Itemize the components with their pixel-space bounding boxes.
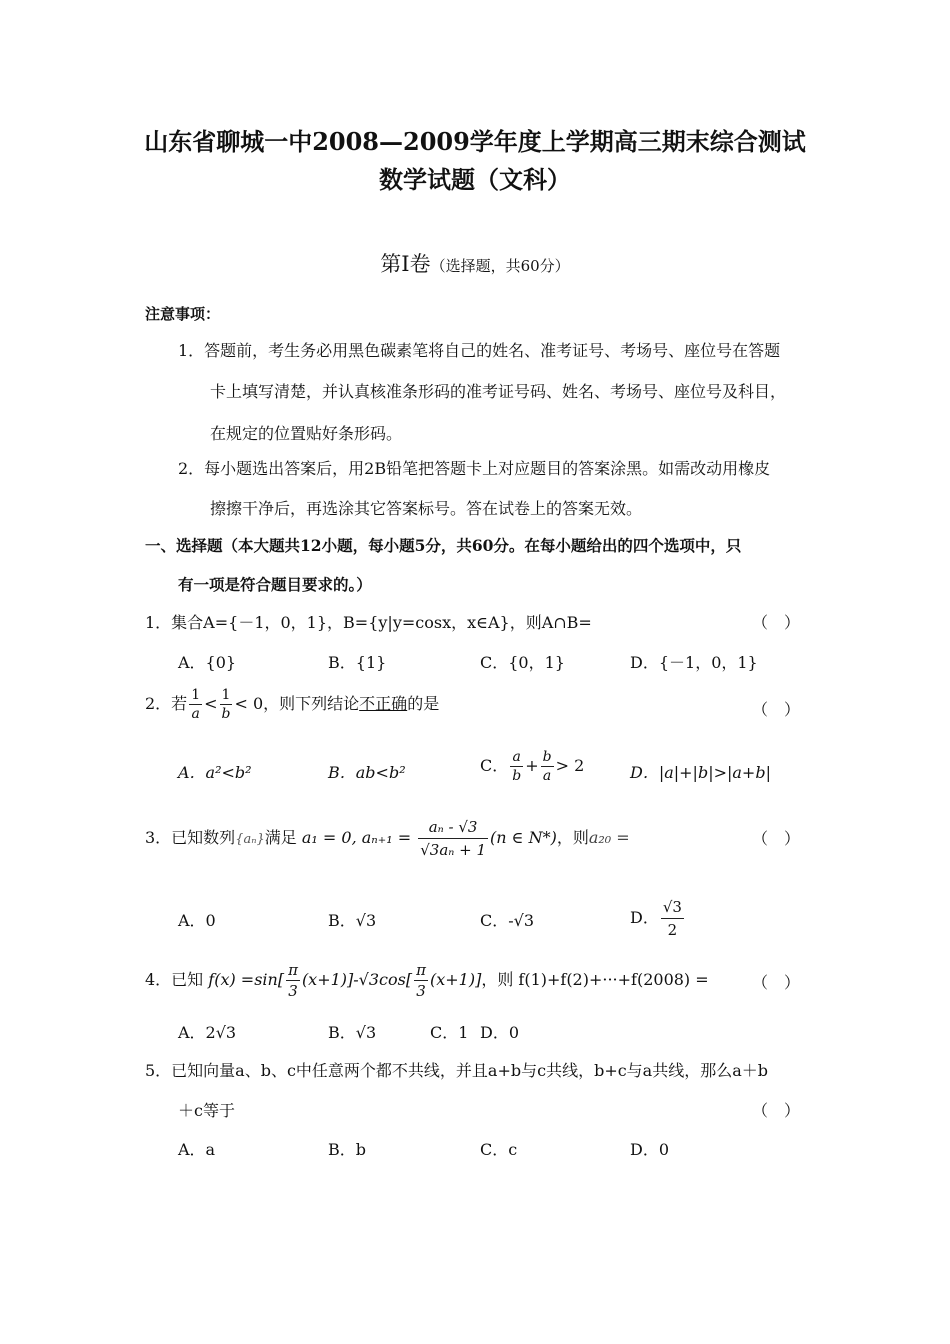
- q4-fx: f(x) =sin[: [208, 970, 285, 989]
- q2-frac-1-over-a: [189, 686, 202, 723]
- q1-option-c: C．{0，1}: [480, 653, 565, 672]
- q2-c-frac1-num: a: [510, 748, 523, 767]
- q2-stem: [145, 686, 439, 723]
- title-line-2: 数学试题（文科）: [379, 165, 571, 194]
- q2-underlined: 不正确: [359, 694, 408, 713]
- q3-mid: 满足: [264, 828, 297, 847]
- q4-ask: ，则 f(1)+f(2)+···+f(2008) =: [481, 970, 709, 989]
- notice-heading: 注意事项：: [145, 305, 221, 323]
- q3-frac-num: aₙ - √3: [418, 816, 488, 839]
- q3-d-fraction: [661, 896, 684, 941]
- q3-domain: (n ∈ N*): [490, 828, 557, 847]
- q3-option-d: [630, 896, 686, 941]
- title-line-1: 山东省聊城一中2008—2009学年度上学期高三期末综合测试: [144, 127, 806, 156]
- q5-stem-line2: ＋c等于: [178, 1101, 235, 1120]
- q5-option-d: D．0: [630, 1140, 670, 1159]
- q2-lt0: < 0: [234, 694, 264, 713]
- q4-option-d: D．0: [480, 1023, 520, 1042]
- part1-line1: 一、选择题（本大题共12小题，每小题5分，共60分。在每小题给出的四个选项中，只: [145, 536, 742, 555]
- q3-cond: a₁ = 0, aₙ₊₁ =: [301, 828, 412, 847]
- notice-item1-line1: 1．答题前，考生务必用黑色碳素笔将自己的姓名、准考证号、考场号、座位号在答题: [178, 341, 781, 360]
- q2-pre: 2．若: [145, 694, 188, 713]
- q2-frac2-den: b: [221, 706, 231, 722]
- q4-option-b: B．√3: [328, 1023, 377, 1042]
- q2-c-frac2-num: b: [542, 749, 552, 765]
- q1-option-d: D．{－1，0，1}: [630, 653, 758, 672]
- q2-c-frac-b-over-a: [541, 748, 554, 785]
- section-main: 第Ⅰ卷: [380, 252, 431, 276]
- q3-seq: {aₙ}: [235, 832, 265, 847]
- q4-option-a: A．2√3: [178, 1023, 237, 1042]
- q3-stem: [145, 816, 630, 861]
- notice-item2-line1: 2．每小题选出答案后，用2B铅笔把答题卡上对应题目的答案涂黑。如需改动用橡皮: [178, 459, 771, 478]
- notice-item1-line3: 在规定的位置贴好条形码。: [210, 424, 403, 443]
- q2-frac2-num: 1: [220, 686, 233, 705]
- q3-then: ，则: [556, 828, 589, 847]
- section-sub: （选择题，共60分）: [430, 257, 570, 275]
- q2-option-a: A．a²<b²: [178, 763, 252, 782]
- q4-mid: (x+1)]-√3cos[: [301, 970, 413, 989]
- q4-frac1-num: π: [288, 961, 298, 979]
- q4-frac2-den: 3: [416, 982, 426, 1000]
- q4-stem: [145, 960, 709, 1001]
- q2-option-c: [480, 748, 584, 785]
- section-heading: [0, 248, 950, 278]
- q4-frac-pi-3-a: [286, 960, 300, 1001]
- q3-d-den: 2: [667, 921, 678, 939]
- q4-pre: 4．已知: [145, 970, 204, 989]
- q3-option-c: C．-√3: [480, 911, 535, 930]
- q3-option-b: B．√3: [328, 911, 377, 930]
- q3-fraction: [418, 816, 488, 861]
- q4-option-c: C．1: [430, 1023, 469, 1042]
- q3-frac-den: √3aₙ + 1: [420, 841, 486, 859]
- notice-item2-line2: 擦擦干净后，再选涂其它答案标号。答在试卷上的答案无效。: [210, 499, 643, 518]
- q2-lt: <: [204, 694, 218, 713]
- q2-post: ，则下列结论: [263, 694, 360, 713]
- q3-d-label: D．: [630, 908, 659, 927]
- q4-end: (x+1)]: [429, 970, 482, 989]
- q1-option-a: A．{0}: [178, 653, 237, 672]
- q2-c-plus: +: [525, 756, 539, 775]
- q2-answer-paren: （ ）: [752, 700, 801, 719]
- q3-d-num: √3: [661, 896, 684, 919]
- q3-answer-paren: （ ）: [752, 829, 801, 848]
- q2-c-frac1-den: b: [512, 768, 522, 784]
- q1-option-b: B．{1}: [328, 653, 387, 672]
- q3-pre: 3．已知数列: [145, 828, 236, 847]
- q1-answer-paren: （ ）: [752, 613, 801, 632]
- q5-option-a: A．a: [178, 1140, 216, 1159]
- q5-answer-paren: （ ）: [752, 1101, 801, 1120]
- part1-line2: 有一项是符合题目要求的。）: [178, 575, 372, 594]
- q5-stem-line1: 5．已知向量a、b、c中任意两个都不共线，并且a+b与c共线，b+c与a共线，那么a＋b: [145, 1061, 769, 1080]
- q3-target: a₂₀ =: [588, 828, 630, 847]
- q2-c-label: C．: [480, 756, 509, 775]
- q2-frac1-num: 1: [191, 687, 201, 703]
- q3-option-a: A．0: [178, 911, 216, 930]
- q5-option-b: B．b: [328, 1140, 367, 1159]
- q2-option-b: B．ab<b²: [328, 763, 406, 782]
- q2-frac1-den: a: [191, 706, 200, 722]
- q2-c-gt: > 2: [555, 756, 585, 775]
- q1-stem: 1．集合A={－1，0，1}，B={y|y=cosx，x∈A}，则A∩B=: [145, 613, 592, 632]
- q4-frac-pi-3-b: [414, 960, 428, 1001]
- q2-option-d: D．|a|+|b|>|a+b|: [630, 763, 771, 782]
- q2-c-frac2-den: a: [542, 768, 552, 784]
- q4-frac2-num: π: [416, 961, 426, 979]
- q2-frac-1-over-b: [220, 686, 233, 723]
- q4-answer-paren: （ ）: [752, 973, 801, 992]
- notice-item1-line2: 卡上填写清楚，并认真核准条形码的准考证号码、姓名、考场号、座位号及科目，: [210, 382, 787, 401]
- q5-option-c: C．c: [480, 1140, 518, 1159]
- q4-frac1-den: 3: [288, 982, 298, 1000]
- q2-c-frac-a-over-b: [510, 748, 523, 785]
- q2-end: 的是: [407, 694, 440, 713]
